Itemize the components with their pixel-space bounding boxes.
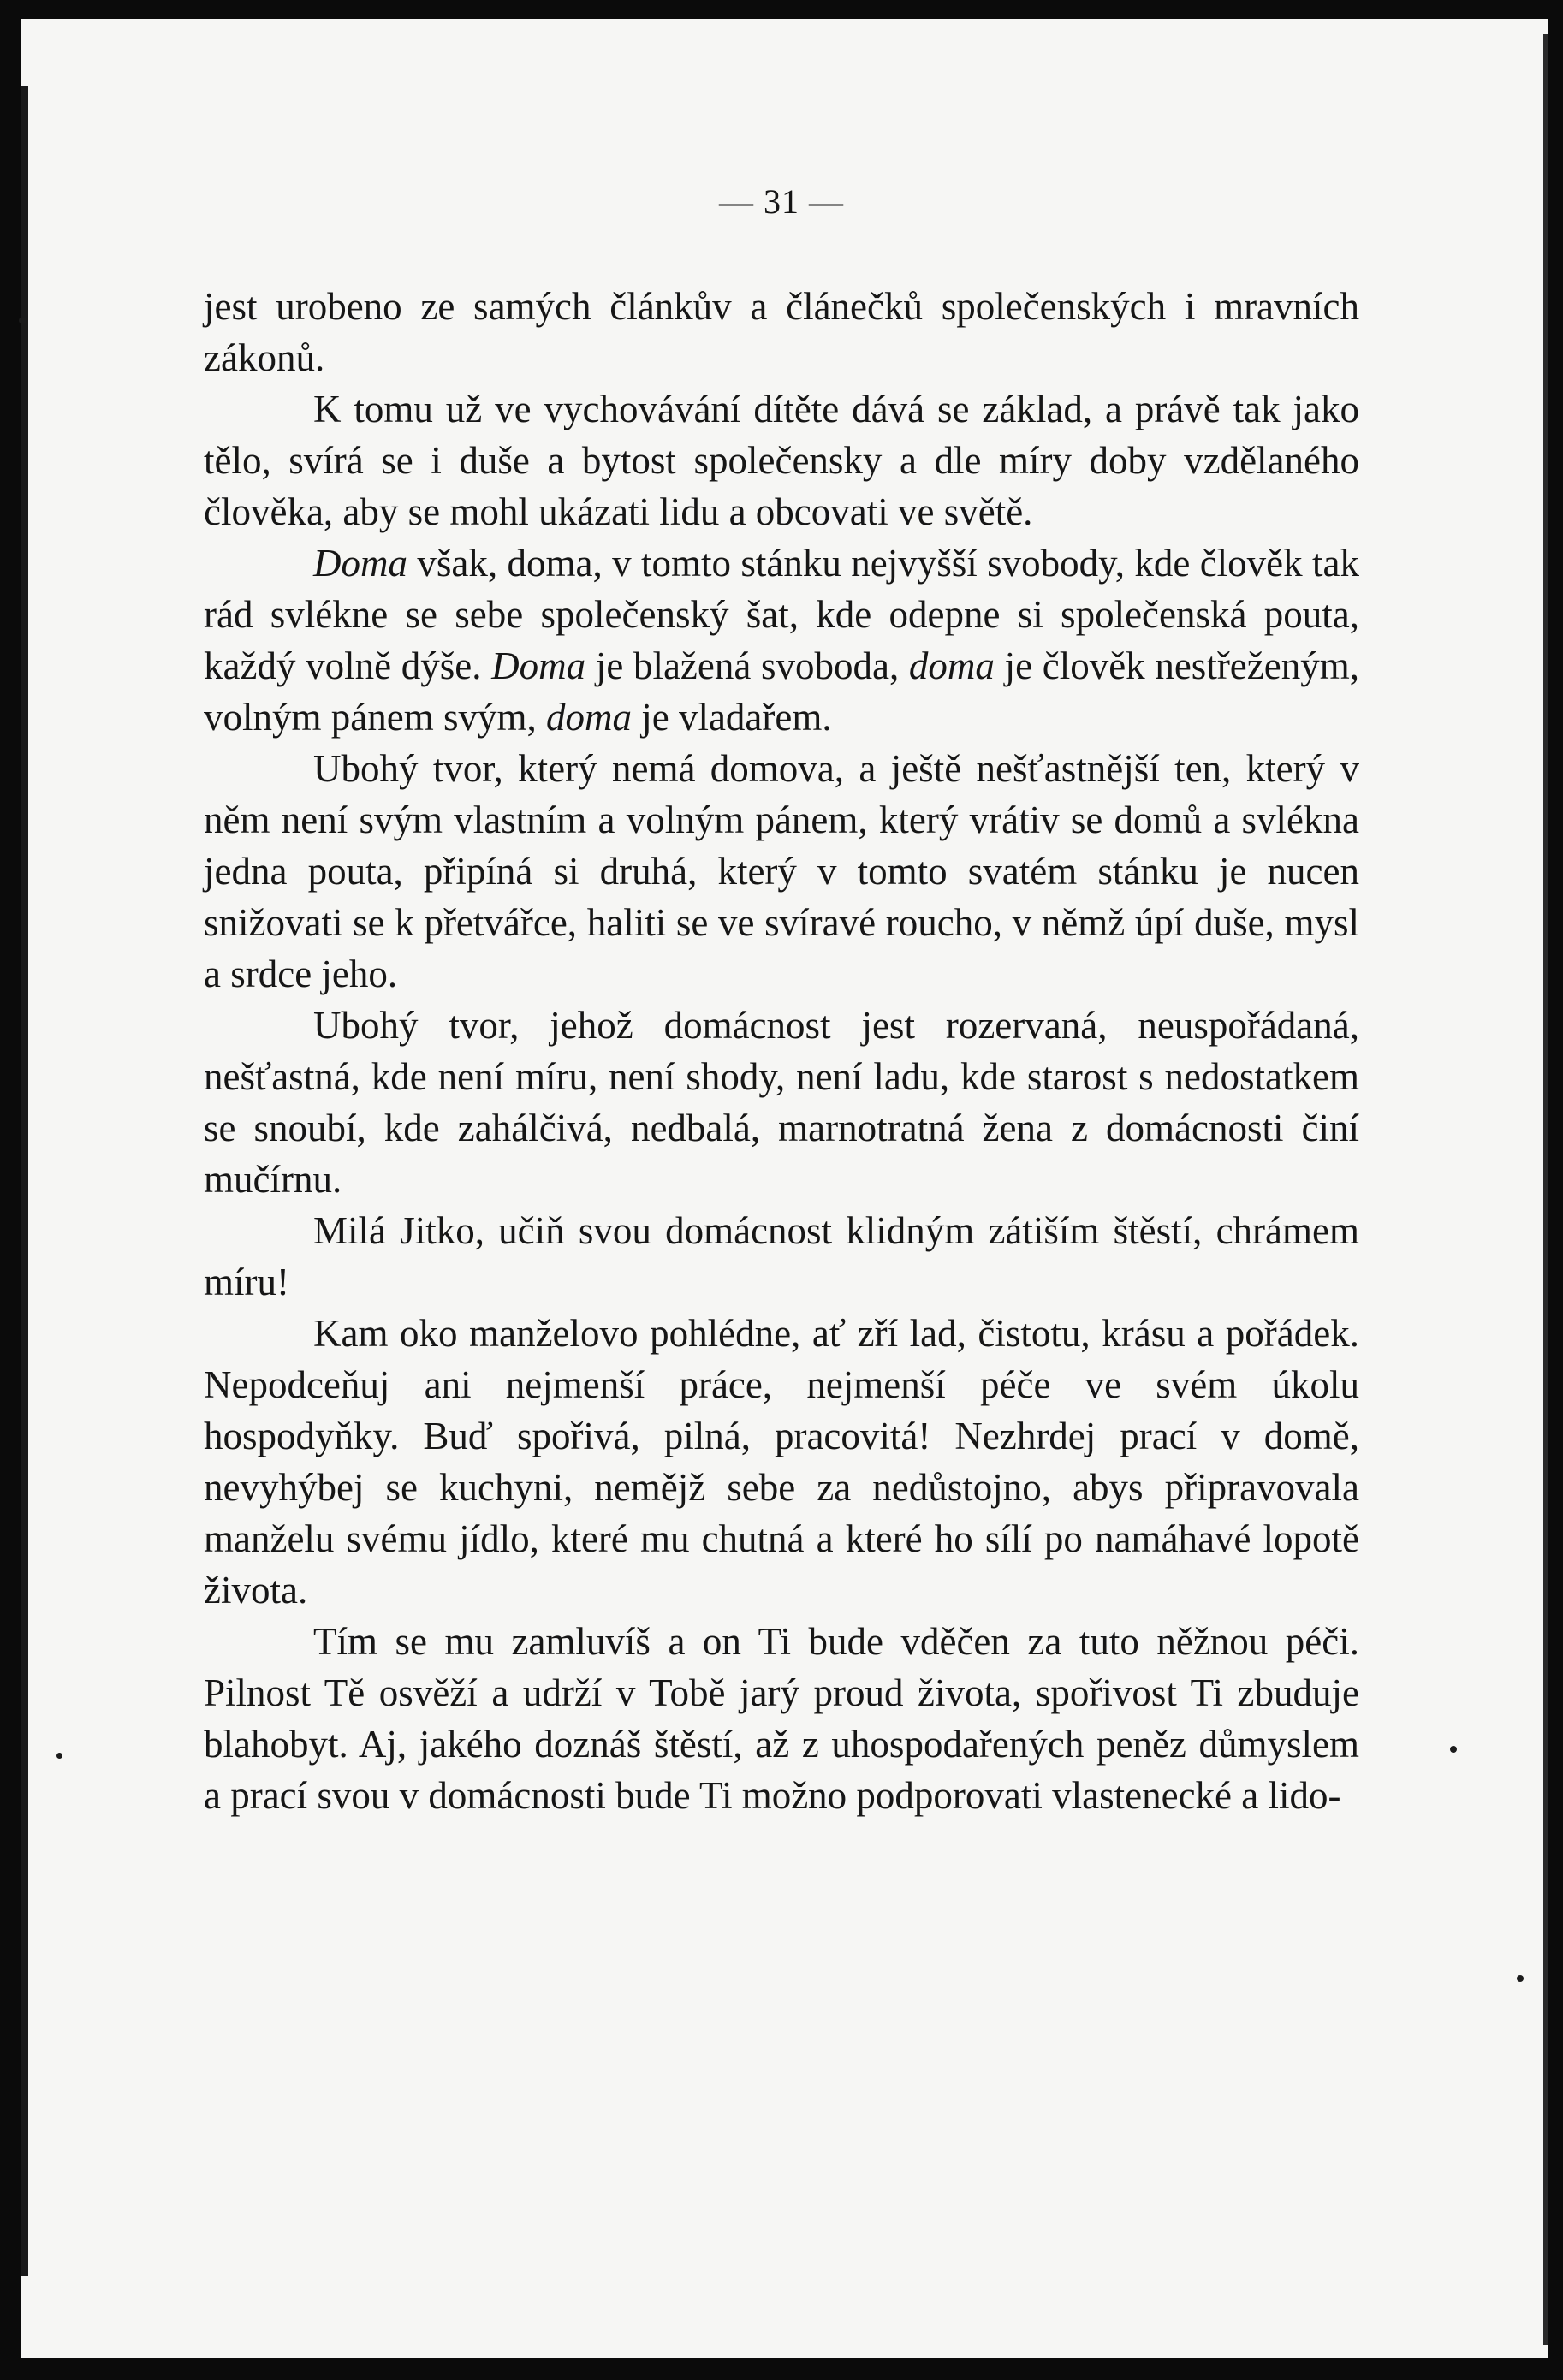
emphasis-doma: Doma (491, 644, 586, 687)
scan-border-left (0, 0, 21, 2380)
paragraph (204, 1000, 1359, 1205)
body-text (204, 281, 1359, 1821)
page-edge-shadow (1543, 34, 1548, 2345)
scan-speck (56, 1753, 62, 1759)
text-segment: K tomu už ve vychovávání dítěte dává se základ, a právě tak jako tělo, svírá se i duše a bytost společensky a dle míry doby vzdělaného člověka, aby se mohl ukázati lidu a obcovati ve světě. (204, 388, 1359, 533)
page-number: — 31 — (719, 182, 844, 221)
text-segment: je vladařem. (631, 696, 832, 739)
text-segment: Milá Jitko, učiň svou domácnost klidným zátiším štěstí, chrámem míru! (204, 1209, 1359, 1303)
text-segment: Ubohý tvor, jehož domácnost jest rozervaná, neuspořádaná, nešťastná, kde není míru, není shody, není ladu, kde starost s nedostatkem se snoubí, kde zahálčivá, nedbalá, marnotratná žena z domácnosti činí mučírnu. (204, 1004, 1359, 1201)
emphasis-doma: doma (908, 644, 995, 687)
paragraph (204, 1616, 1359, 1821)
scan-border-bottom (0, 2358, 1563, 2380)
text-segment: jest urobeno ze samých článkův a článečků společenských i mravních zákonů. (204, 285, 1359, 379)
paragraph (204, 537, 1359, 743)
paragraph (204, 383, 1359, 537)
emphasis-doma: Doma (313, 542, 407, 585)
text-segment: však, doma, v tomto stánku nejvyšší svobody, kde člověk tak rád svlékne se sebe společenský šat, kde odepne si společenská pouta, každý volně dýše. (204, 542, 1359, 687)
scan-speck (1450, 1746, 1457, 1753)
text-segment: Ubohý tvor, který nemá domova, a ještě nešťastnější ten, který v něm není svým vlastním a volným pánem, který vrátiv se domů a svlékna jedna pouta, připíná si druhá, který v tomto svatém stánku je nucen snižovati se k přetvářce, haliti se ve svíravé roucho, v němž úpí duše, mysl a srdce jeho. (204, 747, 1359, 995)
paragraph (204, 1308, 1359, 1616)
text-segment: je člověk nestřeženým, volným pánem svým, (204, 644, 1359, 739)
emphasis-doma: doma (545, 696, 632, 739)
scan-speck (1517, 1975, 1524, 1982)
paragraph (204, 743, 1359, 1000)
scan-border-top (0, 0, 1563, 19)
paragraph (204, 1205, 1359, 1308)
text-segment: Tím se mu zamluvíš a on Ti bude vděčen za tuto něžnou péči. Pilnost Tě osvěží a udrží v Tobě jarý proud života, spořivost Ti zbuduje blahobyt. Aj, jakého doznáš štěstí, až z uhospodařených peněz důmyslem a prací svou v domácnosti bude Ti možno podporovati vlastenecké a lido- (204, 1620, 1359, 1817)
text-segment: je blažená svoboda, (585, 644, 909, 687)
text-segment: Kam oko manželovo pohlédne, ať zří lad, čistotu, krásu a pořádek. Nepodceňuj ani nejmenší práce, nejmenší péče ve svém úkolu hospodyňky. Buď spořivá, pilná, pracovitá! Nezhrdej prací v domě, nevyhýbej se kuchyni, nemějž sebe za nedůstojno, abys připravovala manželu svému jídlo, které mu chutná a které ho sílí po namáhavé lopotě života. (204, 1312, 1359, 1611)
page-gutter-shadow (21, 86, 28, 2276)
scan-speck (19, 317, 27, 324)
scan-border-right (1548, 0, 1563, 2380)
paragraph (204, 281, 1359, 383)
